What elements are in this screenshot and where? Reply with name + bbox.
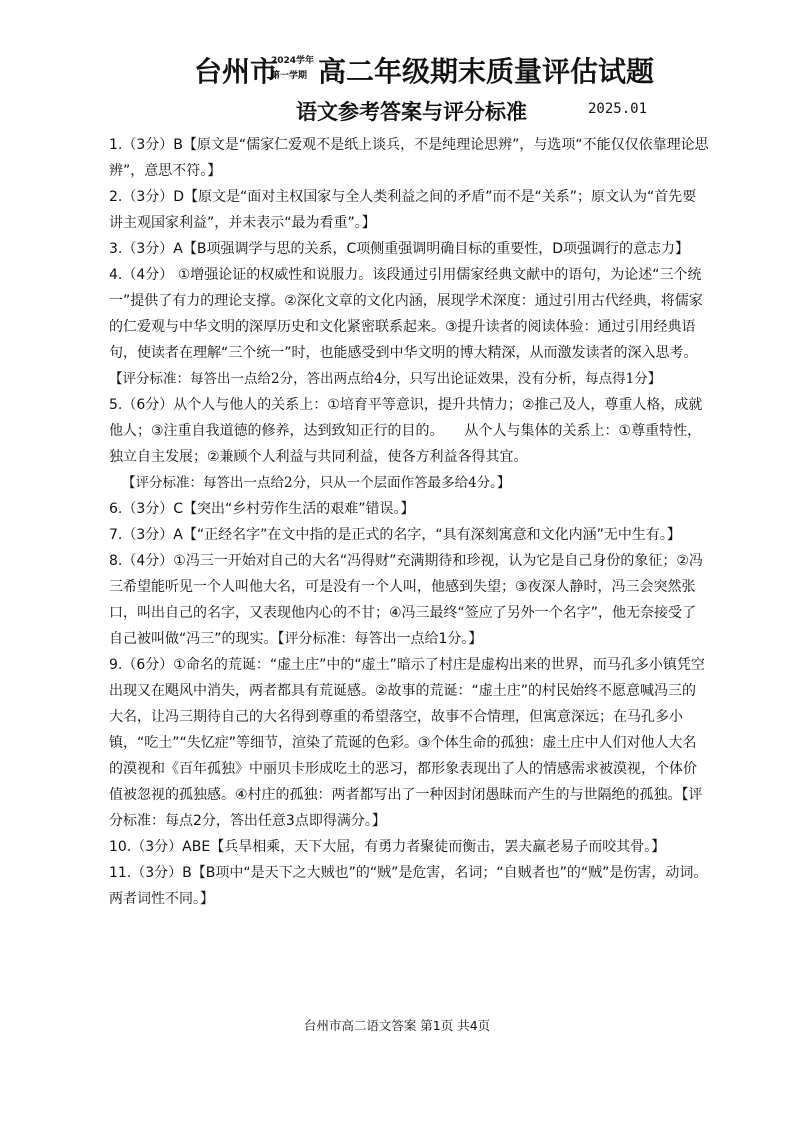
document-subtitle: 语文参考答案与评分标准 xyxy=(296,99,527,124)
term-year: 2024学年 xyxy=(271,56,315,66)
document-header xyxy=(0,50,794,90)
answer-q2: 2.（3分）D【原文是“面对主权国家与全人类利益之间的矛盾”而不是“关系”；原文认为“首先要讲主观国家利益”，并未表示“最为看重”。】 xyxy=(109,189,697,231)
answer-list xyxy=(109,132,709,912)
answer-q5: 5.（6分）从个人与他人的关系上：①培育平等意识，提升共情力；②推己及人，尊重人格，成就他人；③注重自我道德的修养，达到致知正行的目的。 从个人与集体的关系上：①尊重特性，独立自主发展；②兼顾个人利益与共同利益，使各方利益各得其宜。 xyxy=(109,397,703,465)
document-date: 2025.01 xyxy=(588,101,648,117)
answer-q1: 1.（3分）B【原文是“儒家仁爱观不是纸上谈兵，不是纯理论思辨”，与选项“不能仅仅依靠理论思辨”，意思不符。】 xyxy=(109,137,709,179)
answer-q3: 3.（3分）A【B项强调学与思的关系，C项侧重强调明确目标的重要性，D项强调行的意志力】 xyxy=(109,241,689,257)
answer-q7: 7.（3分）A【“正经名字”在文中指的是正式的名字，“具有深刻寓意和文化内涵”无中生有。】 xyxy=(109,527,681,543)
answer-q8: 8.（4分）①冯三一开始对自己的大名“冯得财”充满期待和珍视，认为它是自己身份的象征；②冯三希望能听见一个人叫他大名，可是没有一个人叫，他感到失望；③夜深人静时，冯三会突然张口，叫出自己的名字，又表现他内心的不甘；④冯三最终“签应了另外一个名字”，他无奈接受了自己被叫做“冯三”的现实。【评分标准：每答出一点给1分。】 xyxy=(109,553,703,647)
exam-title: 高二年级期末质量评估试题 xyxy=(318,55,655,88)
page-footer: 台州市高二语文答案 第1页 共4页 xyxy=(303,1018,491,1033)
term-semester: 第一学期 xyxy=(271,71,308,81)
answer-q10: 10.（3分）ABE【兵旱相乘，天下大屈，有勇力者聚徒而衡击，罢夫羸老易子而咬其骨。】 xyxy=(109,839,666,855)
scoring-standard-q4: 【评分标准：每答出一点给2分，答出两点给4分，只写出论证效果，没有分析，每点得1分】 xyxy=(109,371,662,387)
answer-q11: 11.（3分）B【B项中“是天下之大贼也”的“贼”是危害，名词；“自贼者也”的“贼”是伤害，动词。两者词性不同。】 xyxy=(109,865,708,907)
answer-q9: 9.（6分）①命名的荒诞：“虚土庄”中的“虚土”暗示了村庄是虚构出来的世界，而马孔多小镇凭空出现又在飓风中消失，两者都具有荒诞感。②故事的荒诞：“虚土庄”的村民始终不愿意喊冯三的大名，让冯三期待自己的大名得到尊重的希望落空，故事不合情理，但寓意深远；在马孔多小镇，“吃土”“失忆症”等细节，渲染了荒诞的色彩。③个体生命的孤独：虚土庄中人们对他人大名的漠视和《百年孤独》中丽贝卡形成吃土的恶习，都形象表现出了人的情感需求被漠视，个体价值被忽视的孤独感。④村庄的孤独：两者都写出了一种因封闭愚昧而产生的与世隔绝的孤独。【评分标准：每点2分，答出任意3点即得满分。】 xyxy=(109,657,705,829)
answer-q6: 6.（3分）C【突出“乡村劳作生活的艰难”错误。】 xyxy=(109,501,415,517)
city-name: 台州市 xyxy=(194,55,279,88)
scoring-standard-q5: 【评分标准：每答出一点给2分，只从一个层面作答最多给4分。】 xyxy=(122,475,511,491)
answer-q4: 4.（4分） ①增强论证的权威性和说服力。该段通过引用儒家经典文献中的语句，为论述“三个统一”提供了有力的理论支撑。②深化文章的文化内涵，展现学术深度：通过引用古代经典，将儒家的仁爱观与中华文明的深厚历史和文化紧密联系起来。③提升读者的阅读体验：通过引用经典语句，使读者在理解“三个统一”时，也能感受到中华文明的博大精深，从而激发读者的深入思考。 xyxy=(109,267,703,361)
